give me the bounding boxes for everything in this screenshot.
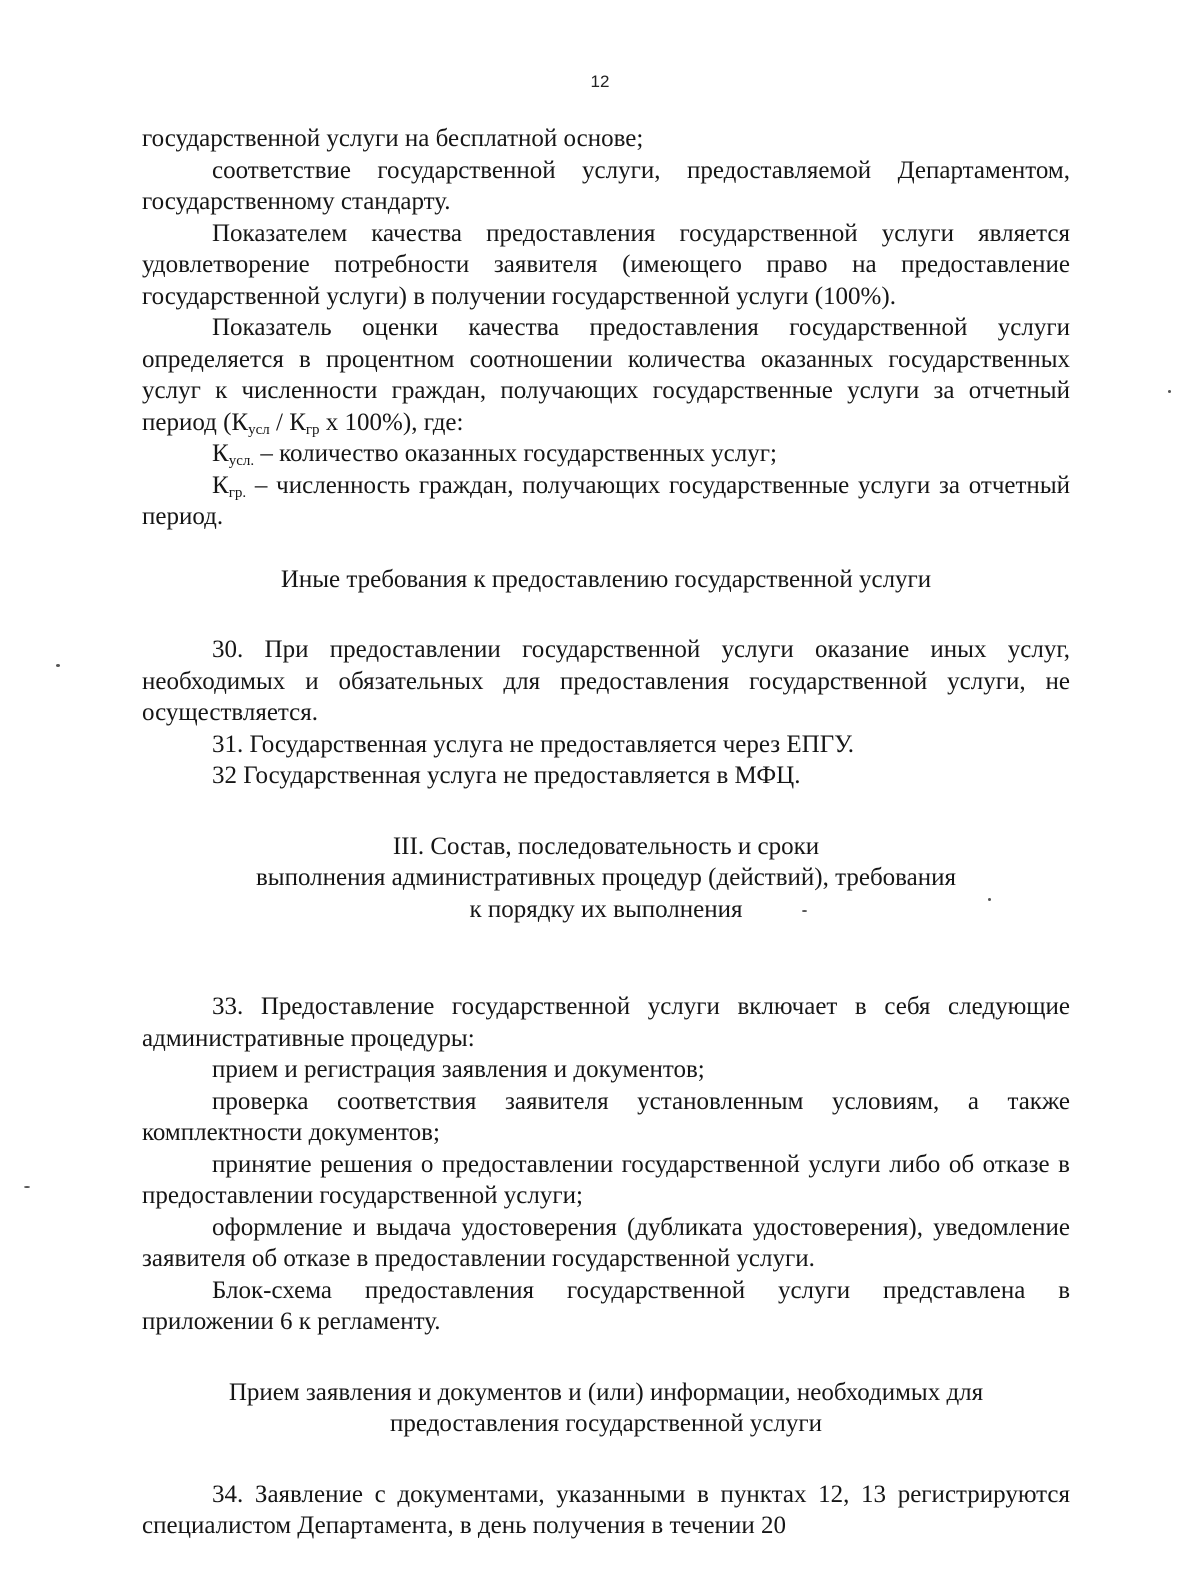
paragraph: Показателем качества предоставления государственной услуги является удовлетворение потребности заявителя (имеющего право на предоставление государственной услуги) в получении государственной услуги (100%). — [142, 219, 1070, 310]
section-heading-line: к порядку их выполнения — [469, 895, 743, 923]
paragraph: соответствие государственной услуги, предоставляемой Департаментом, государственному стандарту. — [142, 156, 1070, 215]
paragraph-text: х 100%), где: — [319, 408, 464, 436]
paragraph: 33. Предоставление государственной услуги включает в себя следующие административные процедуры: — [142, 993, 1070, 1052]
section-heading-line: III. Состав, последовательность и сроки — [392, 832, 820, 860]
symbol: К — [212, 471, 229, 499]
paragraph: проверка соответствия заявителя установленным условиям, а также комплектности документов; — [142, 1087, 1070, 1146]
subscript: усл. — [228, 453, 255, 469]
paragraph: 34. Заявление с документами, указанными в пунктах 12, 13 регистрируются специалистом Департамента, в день получения в течении 20 — [142, 1480, 1070, 1539]
paragraph: Блок-схема предоставления государственной услуги представлена в приложении 6 к регламенту. — [142, 1276, 1070, 1335]
definition-text: – численность граждан, получающих государственные услуги за отчетный период. — [142, 471, 1070, 530]
formula-definition — [142, 438, 1070, 470]
scan-speck — [802, 910, 807, 912]
definition-text: – количество оказанных государственных услуг; — [254, 440, 777, 467]
paragraph: принятие решения о предоставлении государственной услуги либо об отказе в предоставлении государственной услуги; — [142, 1150, 1070, 1209]
paragraph-text: Показатель оценки качества предоставления государственной услуги определяется в процентном соотношении количества оказанных государственных услуг к численности граждан, получающих государственные услуги за отчетный период (К — [142, 314, 1070, 436]
paragraph-text: / К — [269, 408, 306, 436]
paragraph: оформление и выдача удостоверения (дубликата удостоверения), уведомление заявителя об отказе в предоставлении государственной услуги. — [142, 1213, 1070, 1272]
paragraph: прием и регистрация заявления и документов; — [212, 1056, 705, 1083]
section-subheading-line: Прием заявления и документов и (или) информации, необходимых для — [228, 1378, 984, 1406]
subscript: гр. — [228, 484, 247, 501]
scan-speck — [56, 664, 60, 667]
formula-definition — [142, 470, 1070, 533]
paragraph-quality-indicator — [142, 312, 1070, 438]
paragraph: государственной услуги на бесплатной основе; — [142, 125, 644, 152]
section-subheading: Иные требования к предоставлению государственной услуги — [280, 565, 932, 593]
paragraph: 30. При предоставлении государственной услуги оказание иных услуг, необходимых и обязательных для предоставления государственной услуги, не осуществляется. — [142, 636, 1070, 726]
scan-speck — [1168, 390, 1171, 393]
scan-speck — [24, 1186, 30, 1188]
document-body — [142, 123, 1070, 1542]
paragraph: 32 Государственная услуга не предоставляется в МФЦ. — [212, 762, 801, 789]
symbol: К — [212, 440, 229, 467]
subscript: усл — [248, 421, 270, 438]
page-number: 12 — [590, 72, 610, 91]
subscript: гр — [305, 421, 320, 438]
paragraph: 31. Государственная услуга не предоставляется через ЕПГУ. — [212, 730, 855, 758]
scan-speck — [988, 898, 991, 901]
section-subheading-line: предоставления государственной услуги — [389, 1410, 823, 1437]
section-heading-line: выполнения административных процедур (действий), требования — [256, 864, 956, 891]
